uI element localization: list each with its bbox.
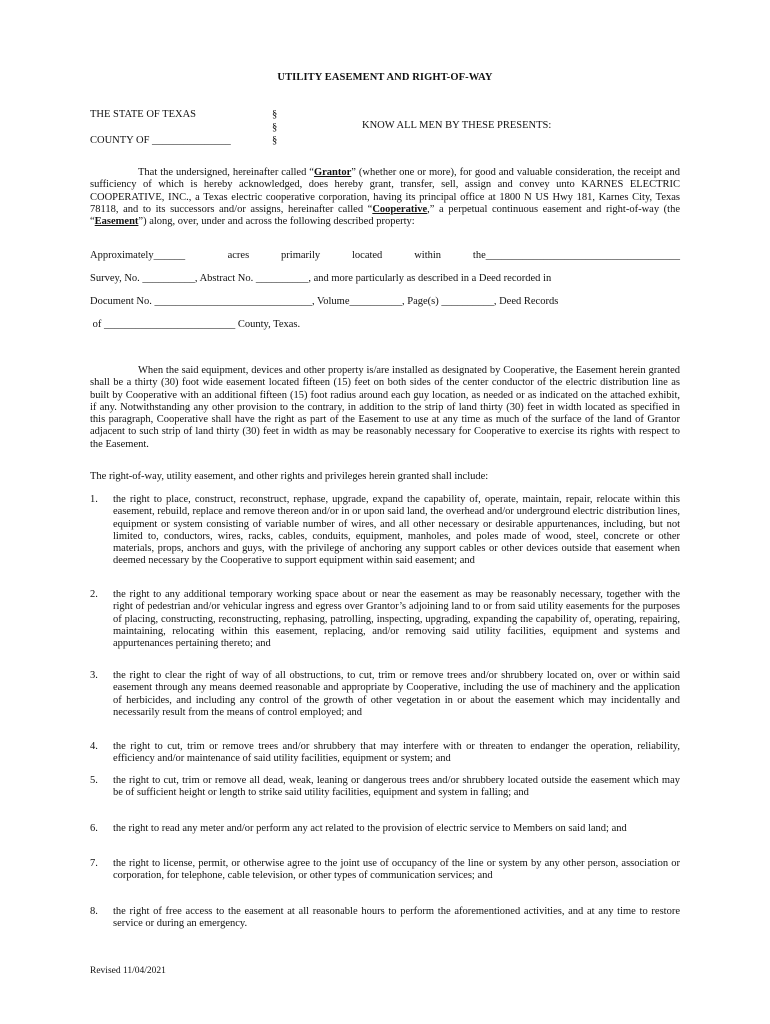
intro-text-4: ”) along, over, under and across the following described property: (138, 216, 415, 228)
cooperative-term: Cooperative (372, 203, 428, 215)
list-text: the right to cut, trim or remove all dead, weak, leaning or dangerous trees and/or shrubbery located outside the easement which may be of sufficient height or length to strike said utility facilities, equipment and system in falling; and (113, 775, 680, 799)
state-line: THE STATE OF TEXAS (90, 109, 197, 120)
list-number: 3. (90, 670, 98, 681)
list-text: the right of free access to the easement at all reasonable hours to perform the aforementioned activities, and at any time to restore service or during an emergency. (113, 906, 680, 930)
list-number: 7. (90, 858, 98, 869)
list-item (90, 670, 680, 719)
list-item (90, 741, 680, 766)
list-number: 4. (90, 741, 98, 752)
equipment-paragraph: When the said equipment, devices and other property is/are installed as designated by Cooperative, the Easement herein granted shall be a thirty (30) foot wide easement located fifteen (15) feet on both sides of the center conductor of the electric distribution line as built by Cooperative with an additional fifteen (15) foot radius around each guy location, as needed or as indicated on the attached exhibit, if any. Notwithstanding any other provision to the contrary, in addition to the strip of land thirty (30) feet in width located as specified in this paragraph, Cooperative shall have the right as part of the Easement to use at any time as much of the surface of the land of Grantor adjacent to such strip of land thirty (30) feet in width as may be reasonably necessary for Cooperative to exercise its rights with respect to the Easement. (90, 365, 680, 450)
list-number: 2. (90, 589, 98, 600)
intro-text-2: ” (whether one or more), for good and valuable consideration, the receipt and sufficiency of which is hereby acknowledged, does hereby grant, transfer, sell, assign and convey unto KARNES ELECTRIC COOPERATIVE, INC., a Texas electric cooperative corporation, having its principal office at 1800 N US Hwy 181, Karnes City, Texas 78118, and to its successors and/or assigns, hereinafter called “ (90, 167, 680, 215)
know-all-men: KNOW ALL MEN BY THESE PRESENTS: (362, 120, 552, 131)
list-number: 8. (90, 906, 98, 917)
intro-text-1: That the undersigned, hereinafter called “ (138, 167, 314, 178)
county-fill-line: of _________________________ County, Texas. (90, 319, 301, 330)
document-fill-line: Document No. ______________________________, Volume__________, Page(s) __________, Deed Records (90, 296, 559, 307)
section-mark: § (272, 122, 278, 133)
intro-paragraph (90, 167, 680, 228)
venue-block (90, 108, 231, 147)
list-item (90, 589, 680, 650)
section-mark: § (272, 135, 278, 146)
list-item (90, 494, 680, 568)
rights-intro: The right-of-way, utility easement, and other rights and privileges herein granted shall include: (90, 471, 489, 482)
intro-text-3: ,” a perpetual continuous easement and right-of-way (the “ (90, 203, 680, 228)
venue-spacer (90, 121, 231, 134)
county-line: COUNTY OF _______________ (90, 135, 231, 146)
list-text: the right to read any meter and/or perform any act related to the provision of electric service to Members on said land; and (113, 823, 627, 834)
list-text: the right to cut, trim or remove trees and/or shrubbery that may interfere with or threaten to endanger the operation, reliability, efficiency and/or maintenance of said utility facilities, equipment or system; and (113, 741, 680, 765)
list-item (90, 775, 680, 800)
list-text: the right to place, construct, reconstruct, rephase, upgrade, expand the capability of, operate, maintain, repair, relocate within this easement, rebuild, replace and remove thereon and/or in or upon said land, the overhead and/or underground electric distribution lines, equipment or system consisting of variable number of wires, and all other necessary or desirable appurtenances, including, but not limited to, conductors, wires, racks, cables, conduits, equipment, manholes, and poles made of wood, steel, concrete or other materials, props, anchors and guys, with the privilege of anchoring any support cables or other devices outside that easement when deemed necessary by the Cooperative to support equipment within said easement; and (113, 494, 680, 567)
list-item (90, 823, 680, 835)
list-text: the right to license, permit, or otherwise agree to the joint use of occupancy of the line or system by any other person, association or corporation, for telephone, cable television, or other types of communication services; and (113, 858, 680, 882)
easement-term: Easement (94, 216, 139, 228)
section-marks (272, 108, 277, 147)
document-title: UTILITY EASEMENT AND RIGHT-OF-WAY (277, 72, 493, 83)
list-number: 5. (90, 775, 98, 786)
list-item (90, 858, 680, 883)
list-text: the right to clear the right of way of all obstructions, to cut, trim or remove trees and/or shrubbery located on, over or within said easement through any means deemed reasonable and appropriate by Cooperative, including the use of machinery and the application of herbicides, and including any control of the growth of other vegetation in or about the easement which may incidentally and necessarily result from the means of control employed; and (113, 670, 680, 718)
list-number: 1. (90, 494, 98, 505)
grantor-term: Grantor (313, 167, 352, 178)
survey-fill-line: Survey, No. __________, Abstract No. __________, and more particularly as described in a Deed recorded in (90, 273, 552, 284)
list-item (90, 906, 680, 931)
acreage-fill-line: Approximately______ acres primarily located within the_____________________________________ (90, 250, 680, 261)
list-number: 6. (90, 823, 98, 834)
list-text: the right to any additional temporary working space about or near the easement as may be reasonably necessary, together with the right of pedestrian and/or vehicular ingress and egress over Grantor’s adjoining land to or from said utility easements for the purposes of placing, constructing, reconstructing, rephasing, patrolling, inspecting, upgrading, expanding the capability of, operating, repairing, maintaining, relocating within this easement, replacing, and/or removing said utility facilities, equipment and systems and appurtenances pertaining thereto; and (113, 589, 680, 650)
revision-footer: Revised 11/04/2021 (90, 966, 166, 976)
section-mark: § (272, 109, 278, 120)
